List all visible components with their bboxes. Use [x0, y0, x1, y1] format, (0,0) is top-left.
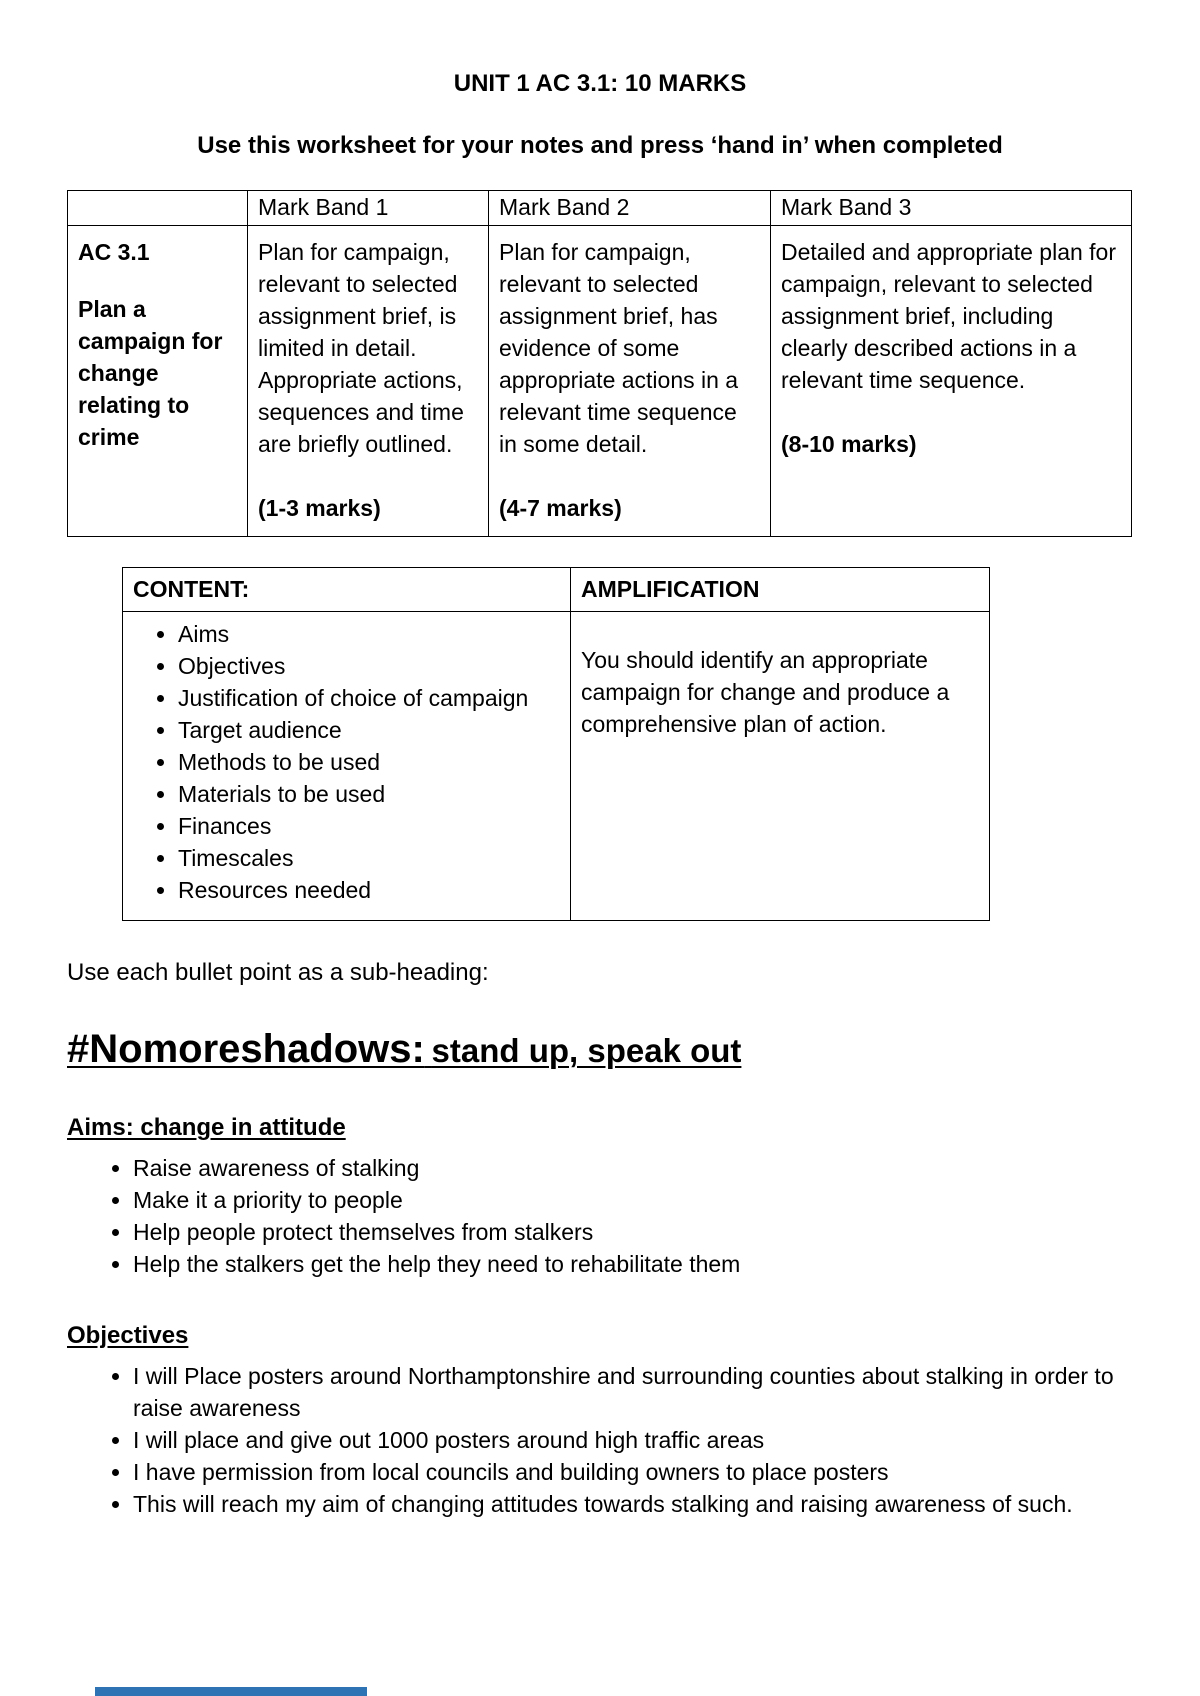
- band2-marks: (4-7 marks): [499, 495, 622, 521]
- list-item: • Timescales: [178, 842, 560, 874]
- list-item: • I will Place posters around Northamptonshire and surrounding counties about stalking in order to raise awareness: [133, 1360, 1120, 1424]
- page-title: UNIT 1 AC 3.1: 10 MARKS: [453, 70, 747, 97]
- list-item: • Raise awareness of stalking: [133, 1152, 1120, 1184]
- amplification-text: You should identify an appropriate campaign for change and produce a comprehensive plan of action.: [581, 647, 950, 737]
- mark-scheme-header-row: [68, 191, 1132, 226]
- bottom-accent-bar: [95, 1687, 367, 1696]
- list-item: • Finances: [178, 810, 560, 842]
- content-header-cell: CONTENT:: [123, 568, 571, 612]
- campaign-heading: [67, 1027, 1133, 1072]
- list-item: • Help the stalkers get the help they need to rehabilitate them: [133, 1248, 1120, 1280]
- criterion-description: Plan a campaign for change relating to crime: [78, 296, 223, 450]
- aims-heading: Aims: change in attitude: [67, 1114, 346, 1141]
- header-cell-band3: Mark Band 3: [771, 191, 1132, 226]
- content-table-body-row: [123, 612, 990, 921]
- list-item: • Justification of choice of campaign: [178, 682, 560, 714]
- content-items-list: [133, 618, 560, 906]
- band3-cell: [771, 226, 1132, 537]
- band1-marks: (1-3 marks): [258, 495, 381, 521]
- list-item: • Help people protect themselves from stalkers: [133, 1216, 1120, 1248]
- aims-list: [67, 1152, 1120, 1280]
- list-item: • I will place and give out 1000 posters around high traffic areas: [133, 1424, 1120, 1456]
- campaign-subtitle: stand up, speak out: [431, 1032, 742, 1069]
- list-item: • I have permission from local councils and building owners to place posters: [133, 1456, 1120, 1488]
- band1-cell: [248, 226, 489, 537]
- list-item: • Aims: [178, 618, 560, 650]
- amplification-cell: [571, 612, 990, 921]
- header-cell-empty: [68, 191, 248, 226]
- list-item: • Methods to be used: [178, 746, 560, 778]
- sub-heading-instruction: Use each bullet point as a sub-heading:: [67, 959, 489, 986]
- list-item: • Resources needed: [178, 874, 560, 906]
- criterion-cell: [68, 226, 248, 537]
- header-cell-band2: Mark Band 2: [489, 191, 771, 226]
- header-cell-band1: Mark Band 1: [248, 191, 489, 226]
- list-item: • Make it a priority to people: [133, 1184, 1120, 1216]
- band2-text: Plan for campaign, relevant to selected assignment brief, has evidence of some appropriate actions in a relevant time sequence in some detail.: [499, 239, 739, 457]
- objectives-heading: Objectives: [67, 1322, 189, 1349]
- amplification-header-cell: AMPLIFICATION: [571, 568, 990, 612]
- list-item: • Objectives: [178, 650, 560, 682]
- list-item: • Materials to be used: [178, 778, 560, 810]
- campaign-title: #Nomoreshadows:: [67, 1027, 425, 1071]
- page-subtitle: Use this worksheet for your notes and press ‘hand in’ when completed: [197, 132, 1003, 159]
- band3-marks: (8-10 marks): [781, 431, 917, 457]
- content-amplification-table: [122, 567, 990, 921]
- band3-text: Detailed and appropriate plan for campaign, relevant to selected assignment brief, including clearly described actions in a relevant time sequence.: [781, 239, 1117, 393]
- list-item: • Target audience: [178, 714, 560, 746]
- content-table-header-row: [123, 568, 990, 612]
- criterion-code: AC 3.1: [78, 239, 150, 265]
- mark-scheme-table: [67, 190, 1132, 537]
- mark-scheme-body-row: [68, 226, 1132, 537]
- content-items-cell: [123, 612, 571, 921]
- list-item: • This will reach my aim of changing attitudes towards stalking and raising awareness of such.: [133, 1488, 1120, 1520]
- band2-cell: [489, 226, 771, 537]
- band1-text: Plan for campaign, relevant to selected assignment brief, is limited in detail. Appropriate actions, sequences and time are briefly outlined.: [258, 239, 464, 457]
- objectives-list: [67, 1360, 1120, 1520]
